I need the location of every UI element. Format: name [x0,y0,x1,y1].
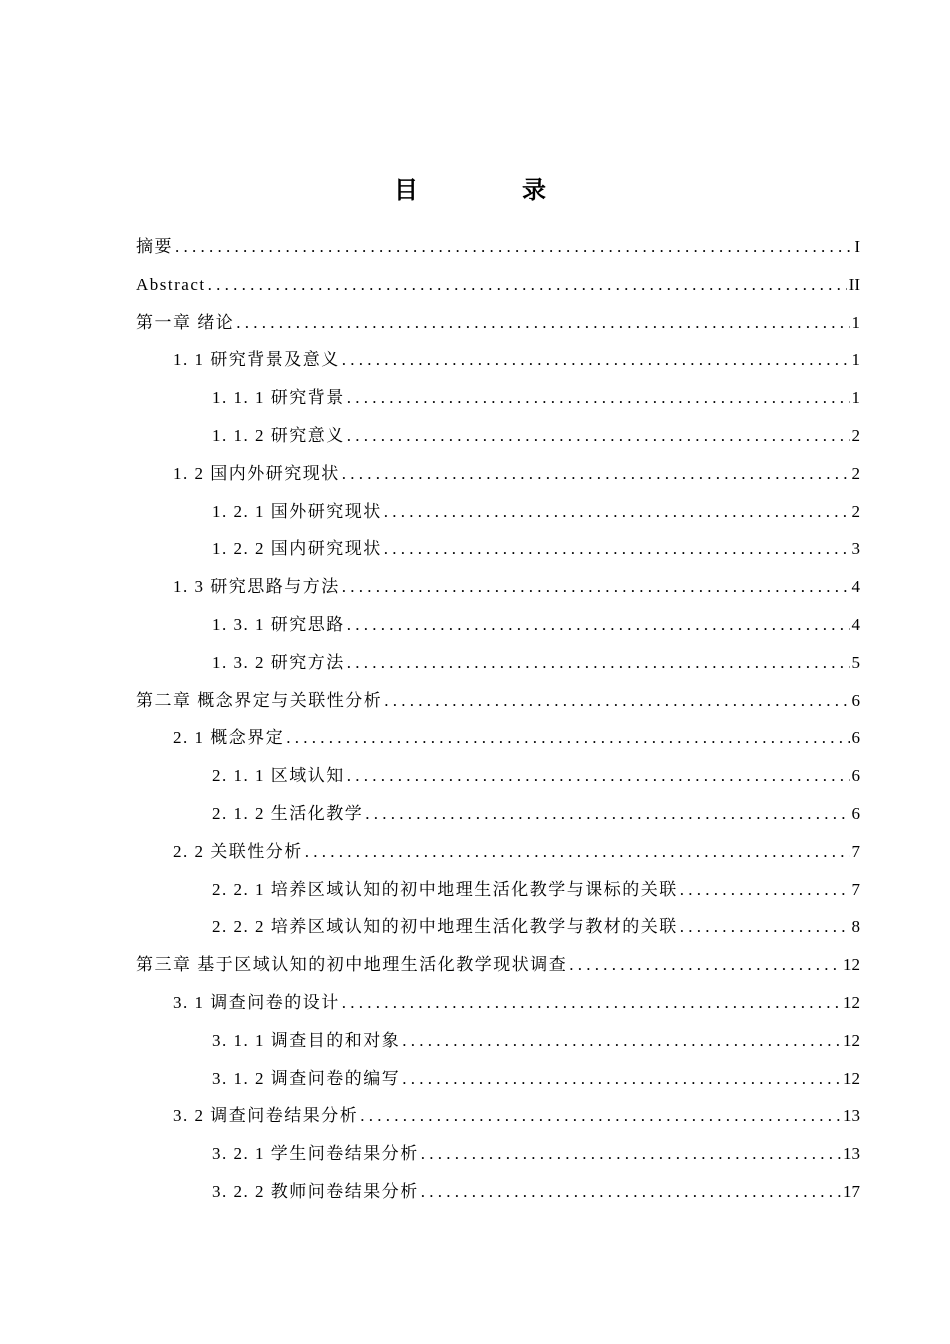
dot-leader [342,568,850,606]
toc-entry-page-number: 2 [851,463,860,483]
dot-leader [421,1135,841,1173]
dot-leader [347,757,850,795]
toc-entry[interactable] [136,606,860,644]
dot-leader [342,341,850,379]
toc-entry-page-number: 3 [851,539,860,559]
dot-leader [236,304,849,342]
toc-entry-label: 1. 1. 1 研究背景 [212,388,345,408]
toc-entry[interactable] [136,266,860,304]
toc-entry-label: 1. 3. 1 研究思路 [212,614,345,634]
toc-entry[interactable] [136,1135,860,1173]
toc-entry-label: 2. 2. 2 培养区域认知的初中地理生活化教学与教材的关联 [212,917,678,937]
dot-leader [360,1097,841,1135]
dot-leader [421,1173,841,1211]
toc-entry-label: 1. 2. 1 国外研究现状 [212,501,382,521]
toc-entry[interactable] [136,568,860,606]
toc-entry[interactable] [136,417,860,455]
toc-entry-page-number: 4 [851,614,860,634]
toc-entry-page-number: 6 [851,766,860,786]
toc-entry-label: 1. 2. 2 国内研究现状 [212,539,382,559]
toc-entry-label: 第一章 绪论 [136,312,235,332]
toc-entry-label: 1. 2 国内外研究现状 [173,463,340,483]
toc-entry-label: 3. 1. 1 调查目的和对象 [212,1030,401,1050]
dot-leader [384,682,849,720]
toc-entry[interactable] [136,871,860,909]
dot-leader [347,644,850,682]
dot-leader [347,417,850,455]
toc-entry[interactable] [136,304,860,342]
toc-entry-label: 第三章 基于区域认知的初中地理生活化教学现状调查 [136,955,568,975]
toc-entry-page-number: II [848,274,860,294]
toc-entry-page-number: 1 [851,350,860,370]
toc-entry-label: 2. 1 概念界定 [173,728,285,748]
toc-entry-label: 2. 2 关联性分析 [173,841,303,861]
toc-entry[interactable] [136,455,860,493]
toc-entry-page-number: 5 [851,652,860,672]
dot-leader [384,493,850,531]
dot-leader [208,266,847,304]
toc-entry-page-number: 6 [851,803,860,823]
toc-entry-label: 2. 1. 2 生活化教学 [212,803,364,823]
toc-entry-page-number: 13 [843,1106,860,1126]
toc-title: 目 录 [394,176,586,204]
toc-entry[interactable] [136,908,860,946]
toc-list [136,228,860,1211]
dot-leader [680,871,850,909]
toc-entry-label: 摘要 [136,237,173,256]
dot-leader [347,379,850,417]
dot-leader [347,606,850,644]
toc-entry-page-number: 12 [843,955,860,975]
toc-entry-page-number: 1 [851,388,860,408]
toc-entry-label: 2. 2. 1 培养区域认知的初中地理生活化教学与课标的关联 [212,879,678,899]
dot-leader [680,908,850,946]
toc-entry-page-number: 7 [851,879,860,899]
toc-entry[interactable] [136,228,860,266]
dot-leader [175,228,852,266]
toc-entry-page-number: 6 [851,728,860,748]
dot-leader [342,984,841,1022]
toc-entry-label: 1. 3. 2 研究方法 [212,652,345,672]
toc-entry[interactable] [136,833,860,871]
toc-entry[interactable] [136,1060,860,1098]
toc-entry[interactable] [136,1097,860,1135]
dot-leader [365,795,849,833]
toc-entry[interactable] [136,379,860,417]
toc-entry-page-number: 12 [843,1030,860,1050]
toc-entry[interactable] [136,682,860,720]
toc-entry-label: 1. 3 研究思路与方法 [173,577,340,597]
toc-entry-label: 3. 1. 2 调查问卷的编写 [212,1068,401,1088]
toc-entry[interactable] [136,1022,860,1060]
toc-entry-page-number: I [854,237,860,256]
toc-entry[interactable] [136,757,860,795]
toc-entry-label: 1. 1. 2 研究意义 [212,425,345,445]
dot-leader [402,1060,841,1098]
toc-entry-label: 第二章 概念界定与关联性分析 [136,690,383,710]
toc-entry-page-number: 1 [851,312,860,332]
toc-entry-label: 3. 2 调查问卷结果分析 [173,1106,359,1126]
toc-entry-page-number: 2 [851,501,860,521]
toc-entry[interactable] [136,1173,860,1211]
toc-entry-page-number: 8 [851,917,860,937]
dot-leader [286,719,849,757]
toc-entry[interactable] [136,493,860,531]
dot-leader [305,833,850,871]
toc-entry[interactable] [136,341,860,379]
toc-entry[interactable] [136,984,860,1022]
toc-entry-label: 3. 1 调查问卷的设计 [173,992,340,1012]
toc-entry[interactable] [136,795,860,833]
toc-entry[interactable] [136,530,860,568]
toc-entry-page-number: 12 [843,1068,860,1088]
toc-entry-page-number: 7 [851,841,860,861]
dot-leader [402,1022,841,1060]
toc-entry-label: 3. 2. 1 学生问卷结果分析 [212,1144,419,1164]
toc-entry-label: 3. 2. 2 教师问卷结果分析 [212,1181,419,1201]
toc-entry-label: 1. 1 研究背景及意义 [173,350,340,370]
toc-entry-page-number: 13 [843,1144,860,1164]
toc-entry-page-number: 12 [843,992,860,1012]
toc-entry-page-number: 6 [851,690,860,710]
toc-entry[interactable] [136,946,860,984]
toc-entry-page-number: 2 [851,425,860,445]
toc-entry-page-number: 4 [851,577,860,597]
toc-entry[interactable] [136,719,860,757]
toc-entry-label: Abstract [136,274,206,294]
dot-leader [384,530,850,568]
toc-entry-label: 2. 1. 1 区域认知 [212,766,345,786]
dot-leader [342,455,850,493]
toc-entry-page-number: 17 [843,1181,860,1201]
toc-entry[interactable] [136,644,860,682]
dot-leader [569,946,841,984]
